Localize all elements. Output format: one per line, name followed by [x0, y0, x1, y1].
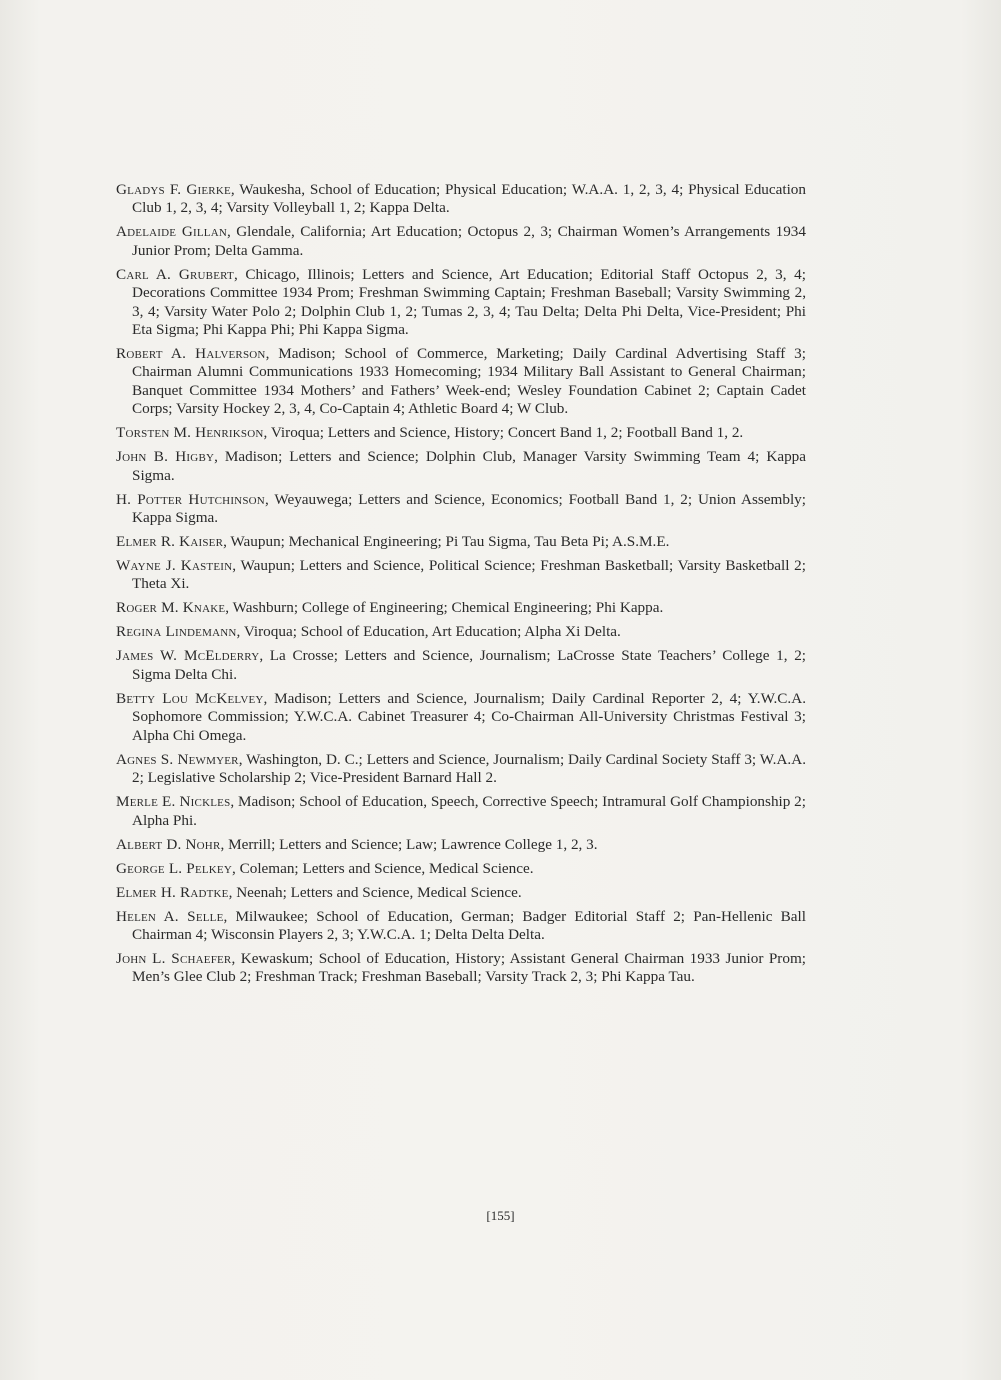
entry-details: , Waupun; Letters and Science, Political Science; Freshman Basketball; Varsity Basketball 2; Theta Xi.	[132, 557, 806, 593]
entry	[116, 345, 806, 419]
entry-details: , Washington, D. C.; Letters and Science, Journalism; Daily Cardinal Society Staff 3; W.A.A. 2; Legislative Scholarship 2; Vice-President Barnard Hall 2.	[132, 750, 806, 787]
entry	[116, 223, 806, 260]
entry-name: Robert A. Halverson	[116, 345, 266, 363]
entry-details: , La Crosse; Letters and Science, Journalism; LaCrosse State Teachers’ College 1, 2; Sigma Delta Chi.	[132, 647, 807, 683]
entry-details: , Madison; School of Education, Speech, Corrective Speech; Intramural Golf Championship 2; Alpha Phi.	[132, 793, 806, 829]
entry	[116, 491, 806, 528]
entry	[116, 793, 806, 830]
entry-name: Elmer R. Kaiser	[116, 533, 224, 551]
entry-name: Roger M. Knake	[116, 599, 226, 617]
entry	[116, 884, 806, 902]
entry-details: , Neenah; Letters and Science, Medical Science.	[228, 883, 522, 901]
entry	[116, 950, 806, 987]
entry-name: Agnes S. Newmyer	[116, 750, 239, 768]
entry	[116, 751, 806, 788]
entry	[116, 623, 806, 641]
entry-details: , Viroqua; Letters and Science, History; Concert Band 1, 2; Football Band 1, 2.	[263, 424, 744, 442]
entry-details: , Madison; Letters and Science; Dolphin Club, Manager Varsity Swimming Team 4; Kappa Sigma.	[132, 448, 807, 484]
senior-entries-list	[116, 181, 806, 992]
entry-name: Betty Lou McKelvey	[116, 689, 264, 707]
entry-name: George L. Pelkey	[116, 859, 232, 877]
entry-name: Albert D. Nohr	[116, 835, 221, 853]
entry-name: Helen A. Selle	[116, 907, 224, 925]
entry-name: Carl A. Grubert	[116, 265, 234, 283]
entry	[116, 557, 806, 594]
entry	[116, 424, 806, 442]
entry	[116, 448, 806, 485]
entry	[116, 908, 806, 945]
entry-details: , Coleman; Letters and Science, Medical Science.	[232, 859, 534, 877]
entry-details: , Merrill; Letters and Science; Law; Lawrence College 1, 2, 3.	[220, 835, 598, 853]
entry-name: James W. McElderry	[116, 647, 260, 665]
entry	[116, 533, 806, 551]
entry-name: John B. Higby	[116, 448, 215, 466]
entry-name: Torsten M. Henrikson	[116, 424, 264, 442]
entry	[116, 266, 806, 340]
entry-details: , Viroqua; School of Education, Art Education; Alpha Xi Delta.	[236, 623, 621, 641]
entry	[116, 836, 806, 854]
entry-name: Merle E. Nickles	[116, 793, 231, 811]
entry-name: John L. Schaefer	[116, 949, 232, 967]
page-number: [155]	[486, 1208, 515, 1223]
entry-details: , Weyauwega; Letters and Science, Economics; Football Band 1, 2; Union Assembly; Kappa Sigma.	[132, 490, 806, 527]
entry-details: , Madison; School of Commerce, Marketing; Daily Cardinal Advertising Staff 3; Chairman Alumni Communications 1933 Homecoming; 1934 Military Ball Assistant to General Chairman; Banquet Committee 1934 Mothers’ and Fathers’ Week-end; Wesley Foundation Cabinet 2; Captain Cadet Corps; Varsity Hockey 2, 3, 4, Co-Captain 4; Athletic Board 4; W Club.	[132, 345, 806, 418]
entry	[116, 647, 806, 684]
entry-details: , Chicago, Illinois; Letters and Science, Art Education; Editorial Staff Octopus 2, 3, 4; Decorations Committee 1934 Prom; Freshman Swimming Captain; Freshman Baseball; Varsity Swimming 2, 3, 4; Varsity Water Polo 2; Dolphin Club 1, 2; Tumas 2, 3, 4; Tau Delta; Delta Phi Delta, Vice-President; Phi Eta Sigma; Phi Kappa Phi; Phi Kappa Sigma.	[132, 265, 806, 339]
entry-details: , Glendale, California; Art Education; Octopus 2, 3; Chairman Women’s Arrangements 1934 Junior Prom; Delta Gamma.	[132, 223, 806, 259]
entry	[116, 599, 806, 617]
entry-name: Gladys F. Gierke	[116, 181, 231, 198]
entry-details: , Madison; Letters and Science, Journalism; Daily Cardinal Reporter 2, 4; Y.W.C.A. Sophomore Commission; Y.W.C.A. Cabinet Treasurer 4; Co-Chairman All-University Christmas Festival 3; Alpha Chi Omega.	[132, 689, 806, 744]
entry-name: H. Potter Hutchinson	[116, 490, 265, 508]
entry-details: , Waukesha, School of Education; Physical Education; W.A.A. 1, 2, 3, 4; Physical Education Club 1, 2, 3, 4; Varsity Volleyball 1, 2; Kappa Delta.	[132, 181, 806, 217]
entry-details: , Washburn; College of Engineering; Chemical Engineering; Phi Kappa.	[225, 599, 664, 617]
entry-details: , Milwaukee; School of Education, German; Badger Editorial Staff 2; Pan-Hellenic Ball Chairman 4; Wisconsin Players 2, 3; Y.W.C.A. 1; Delta Delta Delta.	[132, 907, 806, 943]
entry-name: Wayne J. Kastein	[116, 557, 233, 575]
entry-name: Regina Lindemann	[116, 623, 237, 641]
entry	[116, 860, 806, 878]
entry	[116, 690, 806, 745]
entry-name: Adelaide Gillan	[116, 223, 227, 241]
entry-name: Elmer H. Radtke	[116, 883, 229, 901]
entry-details: , Waupun; Mechanical Engineering; Pi Tau Sigma, Tau Beta Pi; A.S.M.E.	[223, 533, 670, 551]
entry	[116, 181, 806, 218]
entry-details: , Kewaskum; School of Education, History; Assistant General Chairman 1933 Junior Prom; Men’s Glee Club 2; Freshman Track; Freshman Baseball; Varsity Track 2, 3; Phi Kappa Tau.	[132, 949, 806, 986]
